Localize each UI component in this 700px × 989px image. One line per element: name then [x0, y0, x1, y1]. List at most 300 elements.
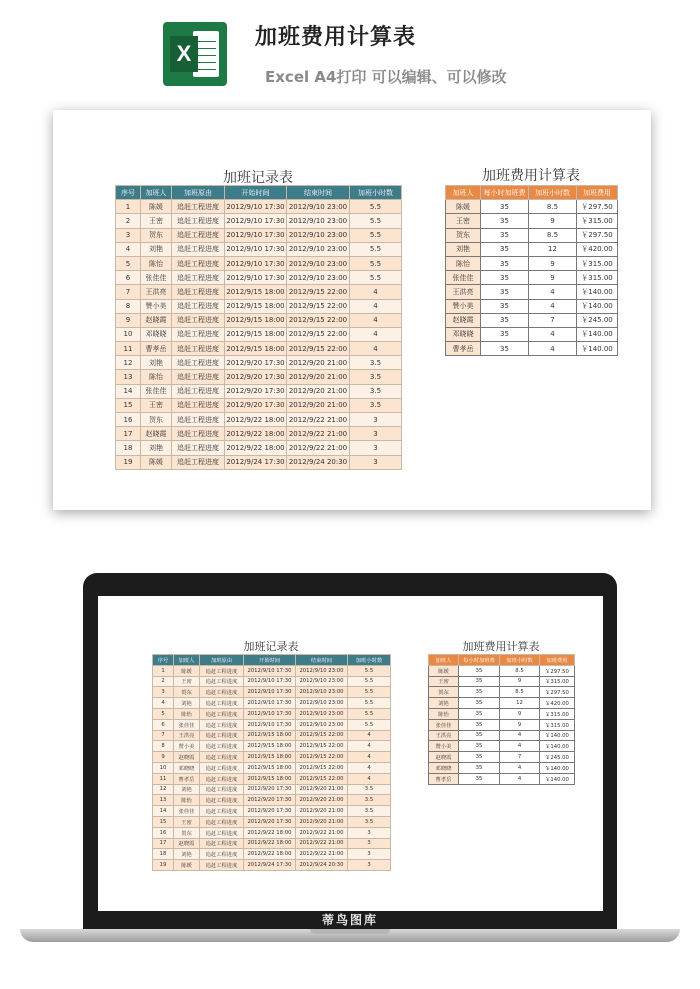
- table-cell: 2012/9/15 22:00: [296, 752, 348, 763]
- table-row: [429, 665, 575, 676]
- table-cell: 4: [348, 762, 391, 773]
- table-cell: 追赶工程进度: [172, 242, 225, 256]
- table-cell: 35: [459, 719, 500, 730]
- table-cell: ￥315.00: [540, 719, 575, 730]
- table-cell: 4: [348, 773, 391, 784]
- table-row: [116, 356, 402, 370]
- table-cell: 追赶工程进度: [172, 413, 225, 427]
- table-row: [446, 214, 618, 228]
- column-header: 加班费用: [577, 186, 618, 200]
- table-row: [116, 200, 402, 214]
- table-row: [429, 773, 575, 784]
- table-cell: 5.5: [350, 242, 402, 256]
- table-cell: 2012/9/10 23:00: [287, 271, 350, 285]
- table-cell: 追赶工程进度: [200, 784, 244, 795]
- table-cell: ￥315.00: [577, 256, 618, 270]
- table-cell: 4: [350, 313, 402, 327]
- table-cell: 8.5: [529, 200, 577, 214]
- header-row: [446, 186, 618, 200]
- table-cell: 2012/9/10 23:00: [296, 665, 348, 676]
- table-cell: 7: [529, 313, 577, 327]
- table-row: [153, 730, 391, 741]
- table-cell: 追赶工程进度: [172, 398, 225, 412]
- table-cell: 赞小美: [429, 741, 459, 752]
- table-cell: 赞小美: [174, 741, 200, 752]
- excel-logo-icon: [163, 22, 227, 86]
- table-row: [116, 441, 402, 455]
- column-header: 每小时加班费: [459, 655, 500, 666]
- table-cell: 追赶工程进度: [200, 762, 244, 773]
- table-cell: 2012/9/10 17:30: [244, 698, 296, 709]
- table-cell: 35: [459, 687, 500, 698]
- table-cell: 追赶工程进度: [200, 730, 244, 741]
- table-cell: ￥140.00: [540, 730, 575, 741]
- table-cell: 2012/9/22 21:00: [287, 441, 350, 455]
- table-cell: ￥420.00: [577, 242, 618, 256]
- table-cell: 8: [116, 299, 141, 313]
- table-row: [446, 200, 618, 214]
- table-cell: 2012/9/15 18:00: [244, 762, 296, 773]
- table-row: [116, 327, 402, 341]
- table-cell: 2012/9/22 21:00: [296, 849, 348, 860]
- table-cell: 2012/9/10 23:00: [296, 698, 348, 709]
- table-cell: 追赶工程进度: [200, 827, 244, 838]
- table-cell: 邓晓晓: [141, 327, 172, 341]
- table-cell: 贺东: [174, 827, 200, 838]
- table-row: [153, 665, 391, 676]
- table-cell: 2012/9/10 17:30: [244, 687, 296, 698]
- table-cell: 王洪亮: [174, 730, 200, 741]
- table-cell: 张佳佳: [174, 806, 200, 817]
- table-cell: 2012/9/24 17:30: [225, 455, 287, 469]
- table-cell: 12: [529, 242, 577, 256]
- table-cell: 2012/9/20 17:30: [225, 384, 287, 398]
- table-cell: 曹孝岳: [141, 342, 172, 356]
- table-row: [429, 752, 575, 763]
- table-cell: 刘艳: [174, 698, 200, 709]
- table-cell: 追赶工程进度: [200, 665, 244, 676]
- table-cell: 陈媛: [141, 455, 172, 469]
- table-cell: 追赶工程进度: [200, 741, 244, 752]
- cost-table-title: 加班费用计算表: [482, 168, 580, 184]
- table-row: [153, 752, 391, 763]
- table-row: [153, 849, 391, 860]
- table-row: [153, 719, 391, 730]
- table-cell: 追赶工程进度: [200, 773, 244, 784]
- table-cell: 5: [116, 256, 141, 270]
- table-cell: ￥297.50: [540, 687, 575, 698]
- table-cell: 12: [153, 784, 174, 795]
- table-row: [116, 398, 402, 412]
- table-cell: 2012/9/10 23:00: [296, 708, 348, 719]
- laptop-notch: [310, 929, 390, 934]
- table-row: [116, 370, 402, 384]
- table-cell: 追赶工程进度: [172, 427, 225, 441]
- table-cell: 4: [500, 762, 540, 773]
- table-cell: 3.5: [348, 795, 391, 806]
- table-cell: 2012/9/10 17:30: [244, 708, 296, 719]
- table-cell: 陈媛: [141, 200, 172, 214]
- table-cell: 17: [116, 427, 141, 441]
- table-cell: 12: [116, 356, 141, 370]
- record-table: [115, 185, 402, 470]
- table-cell: 3: [350, 427, 402, 441]
- table-row: [446, 256, 618, 270]
- table-cell: 5.5: [348, 665, 391, 676]
- table-cell: 追赶工程进度: [172, 455, 225, 469]
- table-cell: 12: [500, 698, 540, 709]
- column-header: 加班小时数: [529, 186, 577, 200]
- table-cell: 2012/9/15 22:00: [287, 313, 350, 327]
- column-header: 加班人: [141, 186, 172, 200]
- table-cell: 追赶工程进度: [200, 719, 244, 730]
- table-cell: 4: [153, 698, 174, 709]
- table-cell: 2012/9/20 21:00: [287, 370, 350, 384]
- table-cell: 35: [481, 342, 529, 356]
- table-cell: 2012/9/24 20:30: [296, 860, 348, 871]
- table-cell: 追赶工程进度: [172, 285, 225, 299]
- table-cell: 2012/9/15 22:00: [287, 285, 350, 299]
- table-cell: 10: [153, 762, 174, 773]
- table-cell: 35: [459, 698, 500, 709]
- table-cell: 2012/9/15 22:00: [296, 741, 348, 752]
- table-cell: 2012/9/10 17:30: [225, 214, 287, 228]
- table-row: [116, 342, 402, 356]
- column-header: 开始时间: [225, 186, 287, 200]
- table-cell: 追赶工程进度: [172, 356, 225, 370]
- logo-letter: X: [170, 36, 198, 72]
- table-cell: 3.5: [350, 370, 402, 384]
- table-cell: 2012/9/15 18:00: [225, 299, 287, 313]
- table-row: [153, 827, 391, 838]
- table-cell: 2012/9/10 23:00: [287, 200, 350, 214]
- table-cell: 4: [350, 327, 402, 341]
- table-cell: 赵晓霞: [429, 752, 459, 763]
- table-cell: 2012/9/10 17:30: [225, 256, 287, 270]
- table-cell: 11: [116, 342, 141, 356]
- table-row: [116, 228, 402, 242]
- table-cell: 4: [350, 285, 402, 299]
- table-cell: 2012/9/15 18:00: [244, 752, 296, 763]
- screen-cost-table: [428, 654, 575, 785]
- table-cell: 4: [529, 285, 577, 299]
- table-cell: 追赶工程进度: [172, 200, 225, 214]
- column-header: 加班原由: [200, 655, 244, 666]
- table-cell: 追赶工程进度: [172, 271, 225, 285]
- table-cell: 2012/9/15 22:00: [296, 730, 348, 741]
- table-cell: 2: [153, 676, 174, 687]
- table-cell: 3: [350, 441, 402, 455]
- table-cell: 2012/9/10 17:30: [225, 200, 287, 214]
- table-cell: 4: [348, 730, 391, 741]
- table-cell: 2012/9/20 21:00: [296, 784, 348, 795]
- table-cell: 2012/9/20 17:30: [225, 398, 287, 412]
- table-cell: 35: [481, 313, 529, 327]
- column-header: 加班小时数: [500, 655, 540, 666]
- table-cell: 刘艳: [446, 242, 481, 256]
- table-cell: 曹孝岳: [174, 773, 200, 784]
- table-cell: 追赶工程进度: [200, 708, 244, 719]
- table-cell: ￥297.50: [577, 228, 618, 242]
- table-cell: 2012/9/15 18:00: [225, 313, 287, 327]
- table-cell: 赵晓霞: [446, 313, 481, 327]
- table-cell: 3: [350, 455, 402, 469]
- table-cell: 6: [153, 719, 174, 730]
- table-cell: ￥140.00: [577, 299, 618, 313]
- table-cell: 35: [481, 299, 529, 313]
- table-cell: 陈媛: [174, 665, 200, 676]
- table-cell: 追赶工程进度: [172, 214, 225, 228]
- column-header: 加班人: [174, 655, 200, 666]
- table-cell: 35: [481, 285, 529, 299]
- table-cell: 赞小美: [141, 299, 172, 313]
- table-row: [153, 741, 391, 752]
- table-cell: 4: [529, 342, 577, 356]
- table-cell: 2012/9/24 17:30: [244, 860, 296, 871]
- table-row: [429, 762, 575, 773]
- table-cell: 3.5: [350, 384, 402, 398]
- table-cell: 邓晓晓: [174, 762, 200, 773]
- table-cell: 5.5: [350, 228, 402, 242]
- table-row: [116, 427, 402, 441]
- table-cell: 9: [153, 752, 174, 763]
- table-row: [153, 860, 391, 871]
- table-cell: 2012/9/20 21:00: [296, 806, 348, 817]
- table-cell: 2012/9/10 23:00: [287, 242, 350, 256]
- table-cell: 王密: [174, 676, 200, 687]
- table-cell: 35: [481, 327, 529, 341]
- table-cell: 5: [153, 708, 174, 719]
- table-cell: 陈怡: [446, 256, 481, 270]
- page-title: 加班费用计算表: [255, 25, 417, 50]
- table-cell: 追赶工程进度: [172, 370, 225, 384]
- table-row: [116, 299, 402, 313]
- table-row: [446, 313, 618, 327]
- table-cell: 追赶工程进度: [172, 441, 225, 455]
- table-row: [429, 730, 575, 741]
- table-cell: 2012/9/22 18:00: [244, 827, 296, 838]
- table-row: [153, 795, 391, 806]
- table-cell: 3.5: [350, 356, 402, 370]
- table-cell: 35: [459, 665, 500, 676]
- table-cell: 刘艳: [174, 784, 200, 795]
- table-cell: 王洪亮: [429, 730, 459, 741]
- table-cell: 张佳佳: [429, 719, 459, 730]
- table-cell: 13: [116, 370, 141, 384]
- table-cell: 王洪亮: [446, 285, 481, 299]
- table-cell: 8.5: [529, 228, 577, 242]
- table-cell: 2012/9/10 23:00: [287, 214, 350, 228]
- table-cell: 18: [116, 441, 141, 455]
- table-cell: 35: [481, 214, 529, 228]
- table-cell: 9: [500, 719, 540, 730]
- table-cell: 2012/9/15 22:00: [296, 773, 348, 784]
- table-cell: 2012/9/22 21:00: [296, 827, 348, 838]
- table-cell: 3: [153, 687, 174, 698]
- table-row: [153, 762, 391, 773]
- table-cell: 2012/9/15 18:00: [244, 773, 296, 784]
- table-cell: 追赶工程进度: [200, 795, 244, 806]
- table-cell: ￥140.00: [577, 327, 618, 341]
- table-cell: 2012/9/10 17:30: [225, 228, 287, 242]
- table-cell: 贺东: [141, 413, 172, 427]
- table-cell: 4: [348, 741, 391, 752]
- screen-record-table: [152, 654, 391, 871]
- table-cell: 4: [348, 752, 391, 763]
- column-header: 结束时间: [287, 186, 350, 200]
- table-cell: 追赶工程进度: [172, 228, 225, 242]
- table-cell: 35: [481, 271, 529, 285]
- table-cell: 35: [459, 752, 500, 763]
- table-cell: 4: [500, 730, 540, 741]
- table-cell: 19: [116, 455, 141, 469]
- table-cell: 2012/9/10 23:00: [296, 676, 348, 687]
- table-cell: 追赶工程进度: [200, 838, 244, 849]
- table-cell: ￥297.50: [540, 665, 575, 676]
- table-cell: 35: [481, 242, 529, 256]
- table-cell: 3: [348, 849, 391, 860]
- table-cell: 5.5: [350, 214, 402, 228]
- table-row: [429, 719, 575, 730]
- table-cell: 陈媛: [446, 200, 481, 214]
- table-cell: 2012/9/15 22:00: [287, 342, 350, 356]
- table-row: [116, 413, 402, 427]
- table-cell: 9: [529, 256, 577, 270]
- table-cell: 2012/9/22 18:00: [225, 413, 287, 427]
- column-header: 序号: [116, 186, 141, 200]
- table-cell: ￥297.50: [577, 200, 618, 214]
- table-cell: 7: [116, 285, 141, 299]
- table-cell: 2012/9/10 23:00: [296, 719, 348, 730]
- laptop-screen: [98, 596, 603, 911]
- table-cell: 4: [350, 342, 402, 356]
- table-cell: 2012/9/20 21:00: [287, 356, 350, 370]
- table-cell: 2012/9/15 18:00: [244, 730, 296, 741]
- column-header: 开始时间: [244, 655, 296, 666]
- table-cell: 2012/9/10 17:30: [225, 242, 287, 256]
- table-cell: 赵晓霞: [141, 427, 172, 441]
- table-cell: 5.5: [350, 200, 402, 214]
- table-cell: 35: [481, 200, 529, 214]
- table-row: [153, 773, 391, 784]
- table-cell: 35: [459, 676, 500, 687]
- table-cell: 陈媛: [174, 860, 200, 871]
- table-row: [446, 327, 618, 341]
- table-cell: 2012/9/20 17:30: [244, 795, 296, 806]
- table-cell: 张佳佳: [446, 271, 481, 285]
- table-cell: 王密: [446, 214, 481, 228]
- table-cell: 10: [116, 327, 141, 341]
- table-cell: 贺东: [429, 687, 459, 698]
- table-cell: 追赶工程进度: [172, 313, 225, 327]
- table-row: [116, 271, 402, 285]
- table-cell: 1: [153, 665, 174, 676]
- table-cell: 2012/9/20 17:30: [225, 370, 287, 384]
- cost-table: [445, 185, 618, 356]
- table-cell: 追赶工程进度: [172, 256, 225, 270]
- table-cell: 曹孝岳: [446, 342, 481, 356]
- table-cell: ￥420.00: [540, 698, 575, 709]
- table-cell: 贺东: [141, 228, 172, 242]
- table-cell: 王密: [429, 676, 459, 687]
- table-cell: 3.5: [348, 806, 391, 817]
- table-row: [153, 687, 391, 698]
- table-cell: 9: [529, 271, 577, 285]
- table-cell: 5.5: [348, 719, 391, 730]
- table-cell: 追赶工程进度: [172, 384, 225, 398]
- record-table-title: 加班记录表: [223, 170, 293, 186]
- table-cell: 2012/9/15 18:00: [225, 342, 287, 356]
- table-cell: 赵晓霞: [141, 313, 172, 327]
- column-header: 加班原由: [172, 186, 225, 200]
- table-cell: 35: [481, 228, 529, 242]
- table-row: [153, 806, 391, 817]
- table-cell: 2012/9/20 21:00: [287, 384, 350, 398]
- table-cell: 9: [529, 214, 577, 228]
- table-cell: 2012/9/15 18:00: [225, 327, 287, 341]
- table-cell: ￥140.00: [540, 773, 575, 784]
- table-cell: 追赶工程进度: [200, 816, 244, 827]
- column-header: 序号: [153, 655, 174, 666]
- table-cell: 2012/9/22 18:00: [244, 849, 296, 860]
- table-cell: 2012/9/24 20:30: [287, 455, 350, 469]
- header-row: [429, 655, 575, 666]
- table-row: [116, 256, 402, 270]
- table-cell: 9: [500, 708, 540, 719]
- table-cell: 3: [350, 413, 402, 427]
- table-cell: ￥140.00: [540, 741, 575, 752]
- table-row: [429, 698, 575, 709]
- table-cell: 邓晓晓: [429, 762, 459, 773]
- table-row: [446, 342, 618, 356]
- table-row: [446, 285, 618, 299]
- table-row: [153, 708, 391, 719]
- table-cell: 陈怡: [141, 370, 172, 384]
- table-row: [446, 299, 618, 313]
- table-cell: 5.5: [350, 271, 402, 285]
- table-row: [116, 242, 402, 256]
- table-cell: 2012/9/22 21:00: [287, 427, 350, 441]
- table-row: [429, 687, 575, 698]
- table-cell: 2012/9/20 21:00: [296, 816, 348, 827]
- table-cell: 2012/9/22 21:00: [287, 413, 350, 427]
- table-cell: 9: [500, 676, 540, 687]
- table-cell: 赵晓霞: [174, 838, 200, 849]
- table-cell: 1: [116, 200, 141, 214]
- table-cell: 9: [116, 313, 141, 327]
- table-cell: 贺东: [174, 687, 200, 698]
- table-cell: 8: [153, 741, 174, 752]
- table-cell: 18: [153, 849, 174, 860]
- table-cell: 邓晓晓: [446, 327, 481, 341]
- table-cell: 追赶工程进度: [200, 860, 244, 871]
- table-cell: 2012/9/15 18:00: [225, 285, 287, 299]
- table-cell: 追赶工程进度: [172, 327, 225, 341]
- column-header: 加班人: [446, 186, 481, 200]
- table-row: [116, 214, 402, 228]
- table-row: [116, 313, 402, 327]
- table-cell: 追赶工程进度: [200, 849, 244, 860]
- table-cell: 35: [459, 773, 500, 784]
- table-cell: 4: [529, 327, 577, 341]
- table-cell: 2012/9/10 23:00: [296, 687, 348, 698]
- table-cell: 2012/9/10 17:30: [244, 665, 296, 676]
- table-cell: 张佳佳: [141, 384, 172, 398]
- table-cell: 王洪亮: [141, 285, 172, 299]
- table-row: [153, 816, 391, 827]
- table-cell: 17: [153, 838, 174, 849]
- table-cell: 8.5: [500, 665, 540, 676]
